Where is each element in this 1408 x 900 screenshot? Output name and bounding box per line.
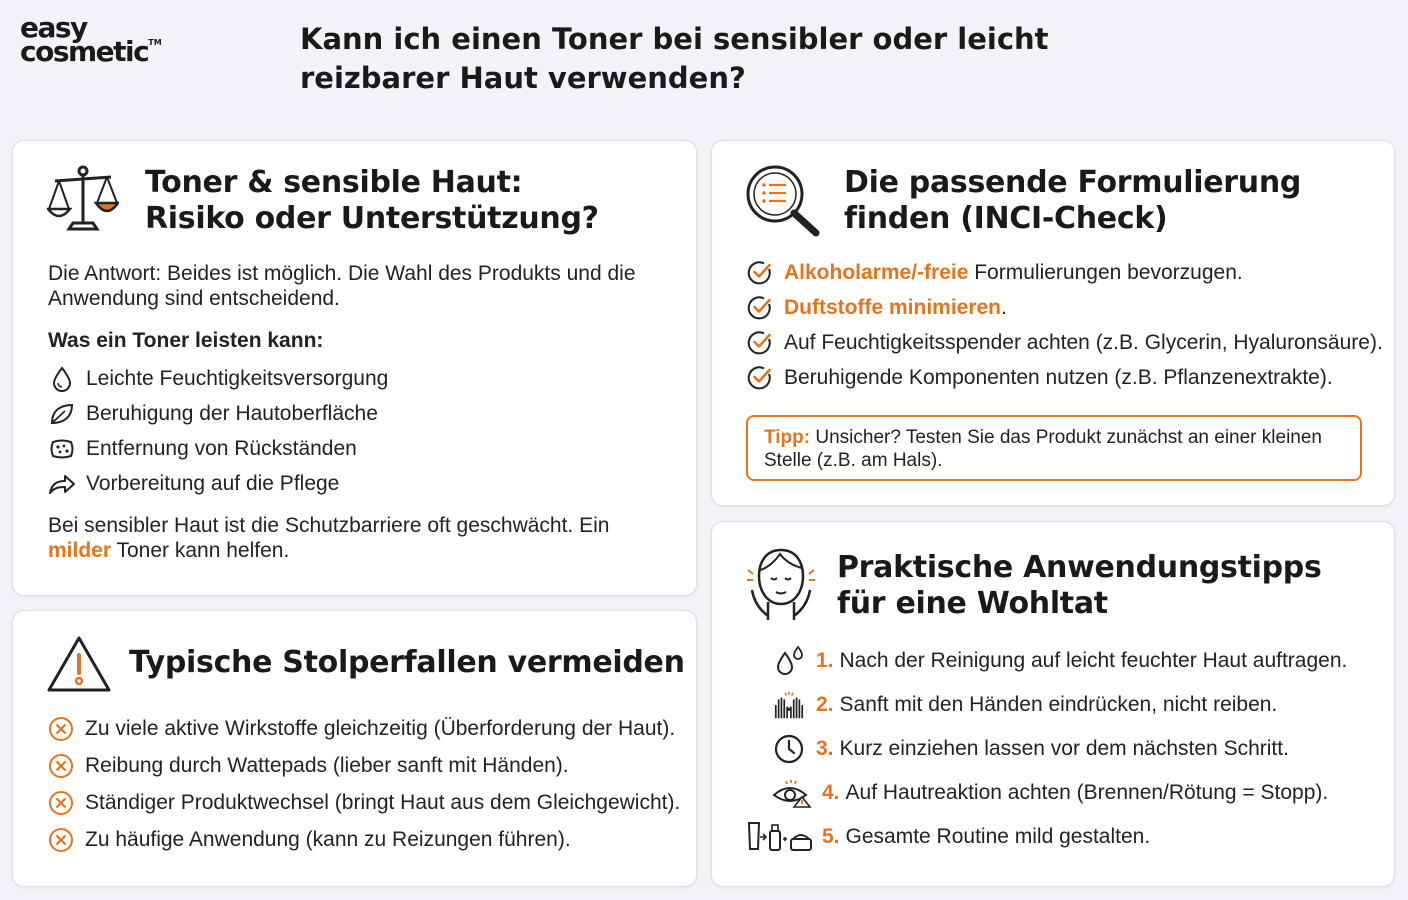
list-item: 2. Sanft mit den Händen eindrücken, nicht reiben.: [772, 688, 1277, 722]
logo-line-1: easy: [20, 11, 87, 44]
sponge-icon: [48, 435, 76, 463]
list-item: Vorbereitung auf die Pflege: [48, 470, 339, 498]
card-toner-intro: Die Antwort: Beides ist möglich. Die Wahl des Produkts und die Anwendung sind entscheidend.: [48, 262, 636, 310]
list-item: Beruhigung der Hautoberfläche: [48, 400, 378, 428]
list-item: Zu viele aktive Wirkstoffe gleichzeitig (Überforderung der Haut).: [47, 715, 675, 743]
list-item: Auf Feuchtigkeitsspender achten (z.B. Glycerin, Hyaluronsäure).: [746, 329, 1383, 357]
check-circle-icon: [746, 259, 774, 287]
card-inci-check: [711, 140, 1395, 506]
routine-products-icon: [746, 820, 814, 854]
warning-icon: [47, 635, 111, 698]
drop-icon: [48, 365, 76, 393]
card-pitfalls-title: Typische Stolperfallen vermeiden: [129, 645, 685, 680]
brand-logo: [20, 11, 162, 68]
highlight-milder: milder: [48, 539, 112, 562]
cross-circle-icon: [47, 789, 75, 817]
card-toner-title: Toner & sensible Haut: Risiko oder Unterstützung?: [145, 165, 599, 236]
hands-icon: [772, 688, 806, 722]
logo-trademark: TM: [148, 37, 162, 47]
list-item: Beruhigende Komponenten nutzen (z.B. Pflanzenextrakte).: [746, 364, 1333, 392]
list-item: 3. Kurz einziehen lassen vor dem nächsten Schritt.: [772, 732, 1289, 766]
tip-label: Tipp:: [764, 427, 811, 448]
card-toner-subheading: Was ein Toner leisten kann:: [48, 329, 324, 352]
face-hands-icon: [746, 546, 816, 631]
cross-circle-icon: [47, 715, 75, 743]
list-item: Duftstoffe minimieren .: [746, 294, 1007, 322]
leaf-icon: [48, 400, 76, 428]
magnifier-list-icon: [744, 163, 824, 244]
card-application-tips: [711, 521, 1395, 887]
card-toner-sensitive-skin: [12, 140, 697, 596]
cross-circle-icon: [47, 826, 75, 854]
list-item: 1. Nach der Reinigung auf leicht feuchter Haut auftragen.: [772, 644, 1347, 678]
list-item: Zu häufige Anwendung (kann zu Reizungen führen).: [47, 826, 571, 854]
tip-box: [746, 415, 1362, 481]
eye-alert-icon: [772, 776, 812, 810]
list-item: Ständiger Produktwechsel (bringt Haut aus dem Gleichgewicht).: [47, 789, 680, 817]
droplets-icon: [772, 644, 806, 678]
scale-icon: [47, 163, 119, 242]
clock-icon: [772, 732, 806, 766]
logo-line-2: cosmetic™: [20, 34, 162, 68]
page-headline: Kann ich einen Toner bei sensibler oder leicht reizbarer Haut verwenden?: [300, 22, 1049, 95]
list-item: Leichte Feuchtigkeitsversorgung: [48, 365, 388, 393]
list-item: Alkoholarme/-freie Formulierungen bevorzugen.: [746, 259, 1243, 287]
list-item: Entfernung von Rückständen: [48, 435, 357, 463]
card-tips-title: Praktische Anwendungstipps für eine Wohltat: [837, 550, 1322, 621]
card-pitfalls: [12, 610, 697, 887]
card-inci-title: Die passende Formulierung finden (INCI-Check): [844, 165, 1302, 236]
card-toner-outro: Bei sensibler Haut ist die Schutzbarriere oft geschwächt. Ein milder Toner kann helfen.: [48, 514, 610, 562]
arrow-forward-icon: [48, 470, 76, 498]
list-item: 5. Gesamte Routine mild gestalten.: [746, 820, 1150, 854]
cross-circle-icon: [47, 752, 75, 780]
tip-text: Unsicher? Testen Sie das Produkt zunächst an einer kleinen Stelle (z.B. am Hals).: [764, 427, 1322, 471]
check-circle-icon: [746, 329, 774, 357]
list-item: 4. Auf Hautreaktion achten (Brennen/Rötung = Stopp).: [772, 776, 1328, 810]
check-circle-icon: [746, 294, 774, 322]
list-item: Reibung durch Wattepads (lieber sanft mit Händen).: [47, 752, 569, 780]
check-circle-icon: [746, 364, 774, 392]
